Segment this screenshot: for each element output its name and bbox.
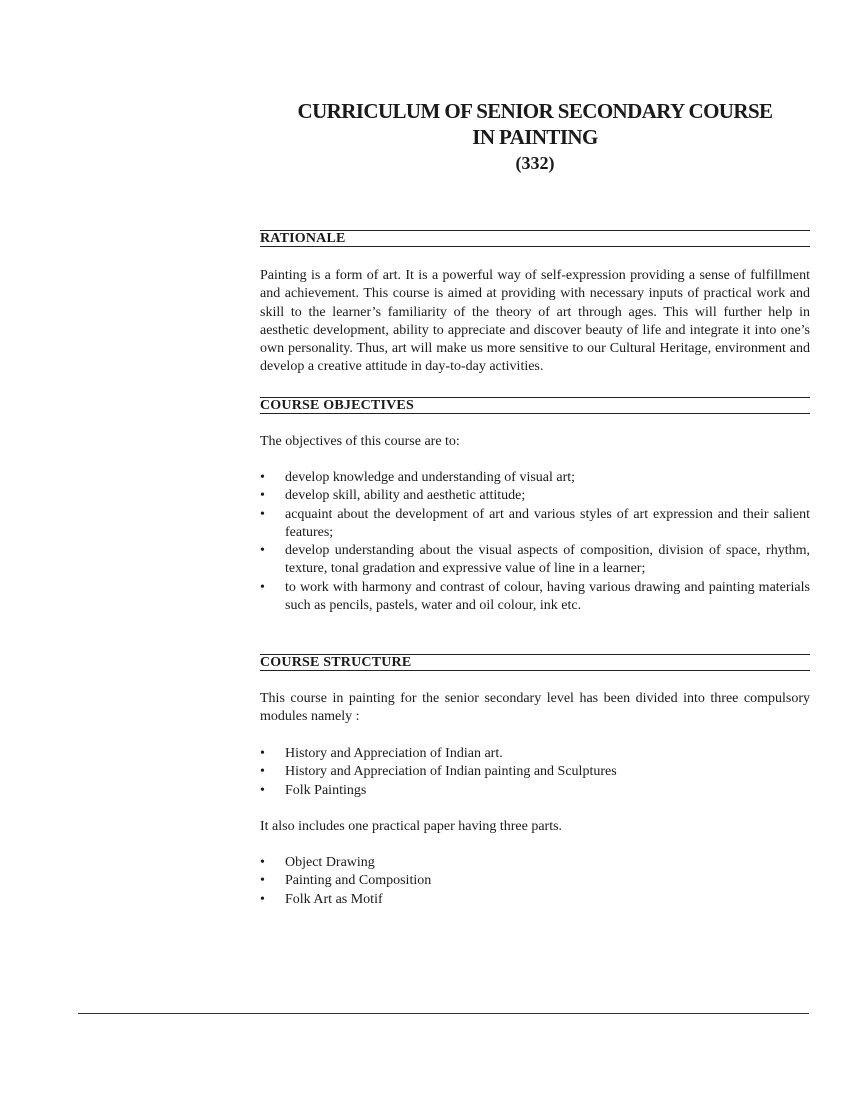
objectives-list [260,469,810,615]
list-item [260,542,810,579]
bullet-icon: • [260,470,265,485]
list-item [260,891,810,909]
rationale-heading: RATIONALE [260,230,810,247]
list-item [260,469,810,487]
practical-list [260,854,810,909]
bullet-icon: • [260,579,265,595]
list-item [260,506,810,543]
objectives-heading: COURSE OBJECTIVES [260,397,810,414]
practical-text: Painting and Composition [285,873,432,889]
module-text: History and Appreciation of Indian painting and Sculptures [285,764,617,780]
bullet-icon: • [260,782,265,798]
objective-text: develop knowledge and understanding of visual art; [285,470,576,485]
list-item [260,763,810,781]
document-title-line-1: CURRICULUM OF SENIOR SECONDARY COURSE [297,99,773,123]
bullet-icon: • [260,873,265,889]
list-item [260,854,810,872]
module-text: History and Appreciation of Indian art. [285,746,503,761]
objective-text: develop understanding about the visual aspects of composition, division of space, rhythm, texture, tonal gradation and expressive value of line in a learner; [285,543,810,577]
bullet-icon: • [260,746,265,761]
modules-list [260,745,810,800]
practical-text: Folk Art as Motif [285,891,383,907]
objective-text: to work with harmony and contrast of colour, having various drawing and painting materials such as pencils, pastels, water and oil colour, ink etc. [285,579,810,614]
document-title-line-2: IN PAINTING [472,125,598,149]
bullet-icon: • [260,855,265,870]
structure-intro: This course in painting for the senior secondary level has been divided into three compulsory modules namely : [260,691,810,725]
objectives-intro: The objectives of this course are to: [260,434,460,449]
objective-text: develop skill, ability and aesthetic attitude; [285,488,526,504]
list-item [260,579,810,616]
module-text: Folk Paintings [285,782,367,798]
footer-divider [78,1013,809,1014]
bullet-icon: • [260,891,265,907]
list-item [260,487,810,505]
structure-heading: COURSE STRUCTURE [260,654,810,671]
document-title-block [260,98,810,174]
practical-text: Object Drawing [285,855,375,870]
objective-text: acquaint about the development of art and various styles of art expression and their salient features; [285,506,810,540]
bullet-icon: • [260,488,265,504]
practical-intro: It also includes one practical paper having three parts. [260,819,563,834]
bullet-icon: • [260,543,265,559]
course-code: (332) [515,153,555,173]
bullet-icon: • [260,506,265,522]
list-item [260,872,810,890]
bullet-icon: • [260,764,265,780]
list-item [260,745,810,763]
rationale-paragraph: Painting is a form of art. It is a powerful way of self-expression providing a sense of fulfillment and achievement. This course is aimed at providing with necessary inputs of practical work and skill to the learner’s familiarity of the theory of art through ages. This will further help in aesthetic development, ability to appreciate and discover beauty of life and integrate it into one’s own personality. Thus, art will make us more sensitive to our Cultural Heritage, environment and develop a creative attitude in day-to-day activities. [260,268,810,375]
list-item [260,782,810,800]
